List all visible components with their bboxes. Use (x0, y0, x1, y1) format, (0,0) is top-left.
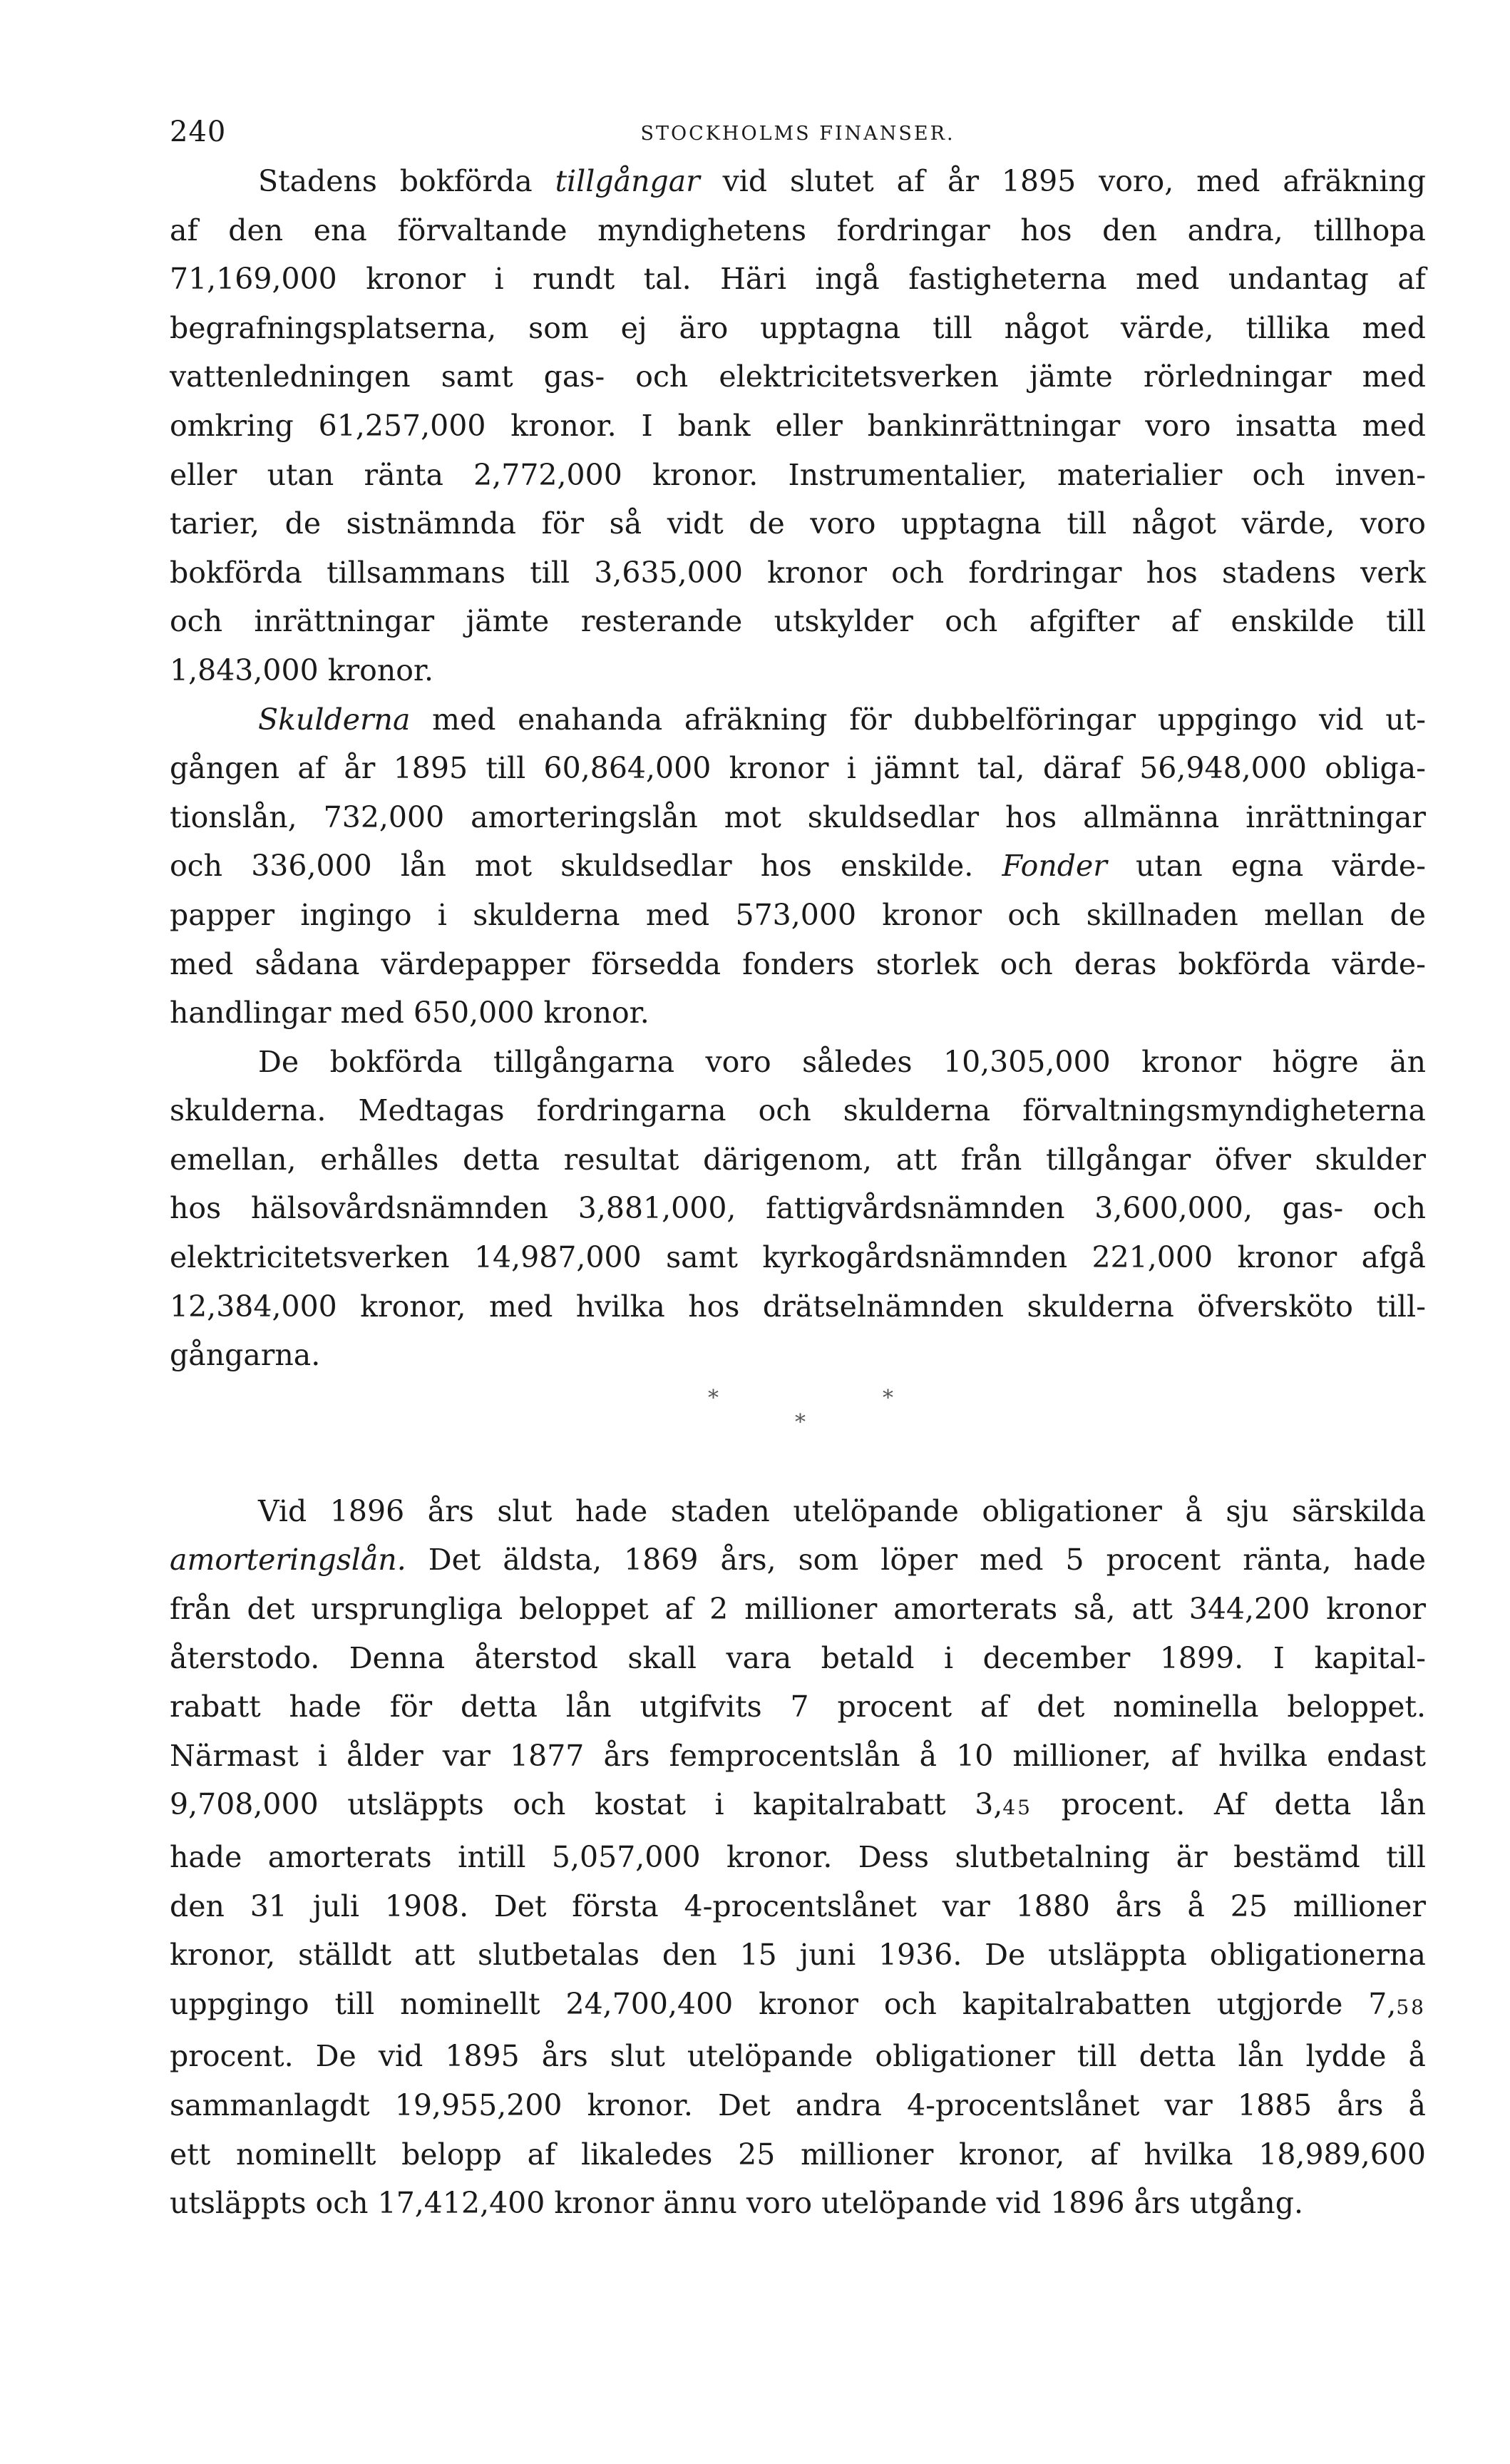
asterisk-ornament: * (883, 1385, 893, 1411)
text-line: Stadens bokförda tillgångar vid slutet af år 1895 voro, med afräkning (258, 164, 1426, 198)
text-line: hos hälsovårdsnämnden 3,881,000, fattigvårdsnämnden 3,600,000, gas- och (170, 1191, 1426, 1226)
paragraph-tillgangar (170, 157, 1426, 695)
text-line: tionslån, 732,000 amorteringslån mot skuldsedlar hos allmänna inrättningar (170, 799, 1426, 834)
text-line: rabatt hade för detta lån utgifvits 7 procent af det nominella beloppet. (170, 1689, 1426, 1724)
text-line: Närmast i ålder var 1877 års femprocentslån å 10 millioner, af hvilka endast (170, 1738, 1426, 1773)
paragraph-obligationer (170, 1487, 1426, 2228)
emphasis-skulderna: Skulderna (258, 702, 411, 737)
text-line: De bokförda tillgångarna voro således 10,305,000 kronor högre än (258, 1044, 1426, 1079)
asterisk-ornament: * (795, 1409, 806, 1435)
text-line: från det ursprungliga beloppet af 2 millioner amorterats så, att 344,200 kronor (170, 1592, 1426, 1627)
text-line: den 31 juli 1908. Det första 4-procentslånet var 1880 års å 25 millioner (170, 1888, 1426, 1923)
text-line: och 336,000 lån mot skuldsedlar hos enskilde. Fonder utan egna värde- (170, 849, 1426, 884)
text-line: kronor, ställdt att slutbetalas den 15 juni 1936. De utsläppta obligationerna (170, 1938, 1426, 1973)
paragraph-skulderna (170, 695, 1426, 1038)
text-line: gångarna. (170, 1338, 321, 1373)
running-title: STOCKHOLMS FINANSER. (640, 123, 955, 145)
decimal-digits: 58 (1396, 1995, 1426, 2019)
text-line: procent. De vid 1895 års slut utelöpande obligationer till detta lån lydde å (170, 2039, 1426, 2074)
page-body (170, 107, 1426, 2228)
text-line: amorteringslån. Det äldsta, 1869 års, som löper med 5 procent ränta, hade (170, 1543, 1426, 1578)
emphasis-tillgangar: tillgångar (555, 164, 700, 198)
text-line: 71,169,000 kronor i rundt tal. Häri ingå fastigheterna med undantag af (170, 262, 1426, 297)
text-line: ett nominellt belopp af likaledes 25 millioner kronor, af hvilka 18,989,600 (170, 2137, 1426, 2172)
text-line: sammanlagdt 19,955,200 kronor. Det andra 4-procentslånet var 1885 års å (170, 2087, 1426, 2122)
emphasis-fonder: Fonder (1002, 849, 1107, 884)
text-line: utsläppts och 17,412,400 kronor ännu voro utelöpande vid 1896 års utgång. (170, 2186, 1303, 2221)
text-line: Skulderna med enahanda afräkning för dubbelföringar uppgingo vid ut- (258, 702, 1426, 737)
text-line: bokförda tillsammans till 3,635,000 kronor och fordringar hos stadens verk (170, 555, 1426, 590)
text-line: elektricitetsverken 14,987,000 samt kyrkogårdsnämnden 221,000 kronor afgå (170, 1240, 1426, 1275)
text-line: 9,708,000 utsläppts och kostat i kapitalrabatt 3,45 procent. Af detta lån (170, 1787, 1426, 1822)
text-line: vattenledningen samt gas- och elektricitetsverken jämte rörledningar med (170, 359, 1426, 394)
text-line: hade amorterats intill 5,057,000 kronor. Dess slutbetalning är bestämd till (170, 1840, 1426, 1874)
text-line: 12,384,000 kronor, med hvilka hos drätselnämnden skulderna öfversköto till- (170, 1289, 1426, 1324)
text-line: papper ingingo i skulderna med 573,000 kronor och skillnaden mellan de (170, 897, 1426, 932)
text-line: begrafningsplatserna, som ej äro upptagna till något värde, tillika med (170, 310, 1426, 345)
text-line: och inrättningar jämte resterande utskylder och afgifter af enskilde till (170, 604, 1426, 639)
text-line: skulderna. Medtagas fordringarna och skulderna förvaltningsmyndigheterna (170, 1093, 1426, 1128)
text-line: återstodo. Denna återstod skall vara betald i december 1899. I kapital- (170, 1640, 1426, 1675)
text-line: emellan, erhålles detta resultat därigenom, att från tillgångar öfver skulder (170, 1142, 1426, 1177)
text-line: tarier, de sistnämnda för så vidt de voro upptagna till något värde, voro (170, 506, 1426, 541)
text-line: med sådana värdepapper försedda fonders storlek och deras bokförda värde- (170, 946, 1426, 981)
paragraph-resultat (170, 1038, 1426, 1380)
emphasis-amorteringslan: amorteringslån. (170, 1543, 406, 1578)
section-divider-asterism (170, 1380, 1426, 1487)
text-line: Vid 1896 års slut hade staden utelöpande obligationer å sju särskilda (258, 1493, 1426, 1528)
text-line: omkring 61,257,000 kronor. I bank eller bankinrättningar voro insatta med (170, 408, 1426, 443)
text-line: gången af år 1895 till 60,864,000 kronor i jämnt tal, däraf 56,948,000 obliga- (170, 751, 1426, 786)
text-line: handlingar med 650,000 kronor. (170, 996, 649, 1031)
text-line: eller utan ränta 2,772,000 kronor. Instrumentalier, materialier och inven- (170, 457, 1426, 492)
text-line: uppgingo till nominellt 24,700,400 kronor och kapitalrabatten utgjorde 7,58 (170, 1986, 1426, 2021)
asterisk-ornament: * (708, 1385, 719, 1411)
text-line: 1,843,000 kronor. (170, 653, 434, 687)
running-head (170, 107, 1426, 157)
decimal-digits: 45 (1002, 1796, 1032, 1820)
text-line: af den ena förvaltande myndighetens fordringar hos den andra, tillhopa (170, 213, 1426, 247)
page-number: 240 (170, 116, 227, 148)
